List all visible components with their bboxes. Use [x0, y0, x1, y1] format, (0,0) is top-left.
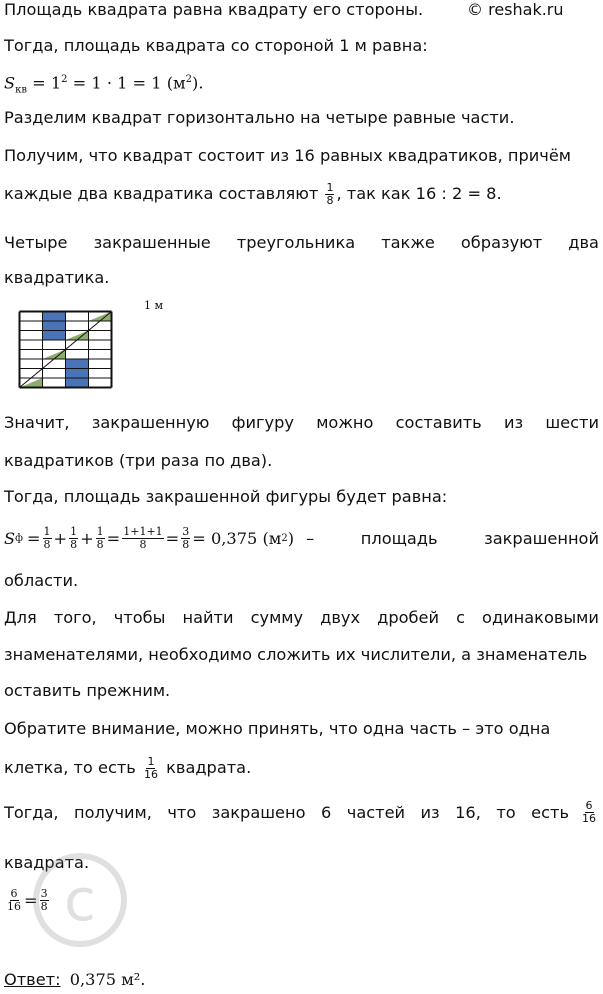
- word: найти: [182, 608, 234, 627]
- fraction-denominator: 8: [40, 900, 48, 913]
- fraction-numerator: 6: [10, 887, 18, 900]
- fraction-one-eighth: [69, 526, 78, 551]
- word: образуют: [460, 233, 543, 252]
- word: Для: [4, 608, 37, 627]
- text-part: квадрата.: [166, 758, 252, 777]
- fraction-one-eighth: [325, 182, 334, 207]
- word: два: [568, 233, 599, 252]
- shaded-cell: [43, 331, 66, 341]
- text-line-18: [4, 756, 251, 781]
- word: то: [496, 802, 516, 822]
- word: из: [420, 802, 440, 822]
- formula-shaded-area: [4, 526, 599, 551]
- fraction-one-eighth: [43, 526, 52, 551]
- text-line-9: [4, 413, 599, 432]
- text-line-2: Тогда, площадь квадрата со стороной 1 м равна:: [4, 36, 428, 55]
- word: треугольника: [236, 233, 356, 252]
- fraction-numerator: 1: [43, 525, 51, 538]
- fraction-sum: [122, 526, 163, 551]
- word: также: [381, 233, 435, 252]
- word: двух: [320, 608, 361, 627]
- fraction-denominator: 16: [582, 812, 596, 825]
- figure-side-label: 1 м: [144, 299, 164, 312]
- fraction-denominator: 8: [139, 538, 147, 551]
- word: Тогда,: [4, 802, 59, 822]
- word: закрашенные: [93, 233, 211, 252]
- grid-figure: [18, 310, 113, 390]
- text-line-8: квадратика.: [4, 268, 110, 287]
- word: сумму: [250, 608, 304, 627]
- text-part: , так как 16 : 2 = 8.: [336, 184, 502, 203]
- word: Четыре: [4, 233, 68, 252]
- formula-operator: +: [80, 528, 94, 548]
- fraction-one-eighth: [96, 526, 105, 551]
- shaded-triangle: [43, 350, 66, 360]
- shaded-cell: [66, 378, 89, 388]
- word: закрашено: [211, 802, 306, 822]
- formula-operator: +: [53, 528, 68, 548]
- site-watermark: © reshak.ru: [467, 0, 564, 19]
- formula-part: = 1: [26, 73, 62, 93]
- answer-line: [4, 970, 145, 990]
- text-line-1: Площадь квадрата равна квадрату его стороны.: [4, 0, 424, 19]
- text-tail: [306, 529, 599, 549]
- formula-superscript: 2: [185, 74, 192, 85]
- word: из: [503, 413, 524, 432]
- word: шести: [545, 413, 599, 432]
- reshak-watermark-icon: [20, 780, 170, 960]
- formula-operator: =: [24, 890, 38, 910]
- formula-superscript: 2: [281, 532, 288, 544]
- word: фигуру: [231, 413, 294, 432]
- text-line-17: Обратите внимание, можно принять, что одна часть – это одна: [4, 719, 551, 738]
- shaded-triangle: [89, 312, 112, 322]
- formula-square-area: [4, 70, 203, 101]
- shaded-triangle: [66, 331, 89, 341]
- text-part: каждые два квадратика составляют: [4, 184, 319, 203]
- text-line-4: Разделим квадрат горизонтально на четыре равные части.: [4, 108, 515, 127]
- word: есть: [531, 802, 569, 822]
- fraction-denominator: 8: [326, 194, 334, 207]
- fraction-denominator: 16: [143, 768, 158, 781]
- text-line-11: Тогда, площадь закрашенной фигуры будет равна:: [4, 487, 448, 506]
- fraction-denominator: 8: [182, 538, 190, 551]
- fraction-numerator: 3: [40, 887, 48, 900]
- formula-operator: =: [106, 528, 121, 548]
- formula-subscript: ф: [15, 532, 23, 544]
- formula-superscript: 2: [61, 74, 68, 85]
- fraction-three-eighths: [181, 526, 190, 551]
- formula-part: ): [287, 528, 295, 548]
- fraction-denominator: 8: [43, 538, 51, 551]
- fraction-denominator: 8: [96, 538, 104, 551]
- fraction-numerator: 1+1+1: [123, 525, 163, 538]
- word: 16,: [455, 802, 481, 822]
- fraction-numerator: 1: [70, 525, 78, 538]
- word: Значит,: [4, 413, 70, 432]
- word: того,: [53, 608, 97, 627]
- fraction-denominator: 16: [7, 900, 21, 913]
- shaded-cell: [43, 321, 66, 331]
- fraction-numerator: 1: [326, 181, 334, 194]
- shaded-cell: [66, 359, 89, 369]
- text-line-16: оставить прежним.: [4, 681, 171, 700]
- fraction-numerator: 3: [182, 525, 190, 538]
- word: чтобы: [113, 608, 166, 627]
- fraction-denominator: 8: [70, 538, 78, 551]
- formula-subscript: кв: [15, 84, 27, 96]
- word: –: [306, 528, 315, 548]
- formula-operator: =: [26, 528, 41, 548]
- formula-symbol: S: [4, 528, 16, 548]
- word: площадь: [360, 528, 438, 548]
- word: одинаковыми: [482, 608, 599, 627]
- word: составить: [395, 413, 482, 432]
- text-line-13: области.: [4, 571, 79, 590]
- fraction-numerator: 1: [96, 525, 104, 538]
- fraction-six-sixteenths: [581, 800, 597, 825]
- word: получим,: [74, 802, 152, 822]
- word: дробей: [377, 608, 439, 627]
- word: закрашенную: [91, 413, 210, 432]
- shaded-cell: [43, 312, 66, 322]
- text-line-6: [4, 182, 502, 207]
- text-line-14: [4, 608, 599, 627]
- svg-text:c: c: [64, 866, 96, 934]
- text-line-7: [4, 233, 599, 252]
- word: с: [456, 608, 465, 627]
- fraction-numerator: 1: [147, 755, 155, 768]
- fraction-numerator: 6: [585, 799, 593, 812]
- formula-part: ).: [192, 73, 204, 93]
- word: закрашенной: [484, 528, 599, 548]
- text-line-10: квадратиков (три раза по два).: [4, 451, 273, 470]
- text-line-5: Получим, что квадрат состоит из 16 равных квадратиков, причём: [4, 146, 572, 165]
- text-part: клетка, то есть: [4, 758, 136, 777]
- answer-label: Ответ:: [4, 970, 61, 989]
- shaded-cell: [66, 369, 89, 379]
- word: 6: [320, 802, 332, 822]
- word: частей: [346, 802, 406, 822]
- formula-operator: =: [165, 528, 180, 548]
- text-line-15: знаменателями, необходимо сложить их числители, а знаменатель: [4, 645, 588, 664]
- answer-value: 0,375 м².: [69, 970, 146, 989]
- word: можно: [316, 413, 374, 432]
- word: что: [167, 802, 197, 822]
- formula-part: = 0,375 (м: [192, 528, 282, 548]
- formula-symbol: S: [4, 73, 16, 93]
- formula-part: = 1 · 1 = 1 (м: [67, 73, 186, 93]
- fraction-one-sixteenth: [143, 756, 159, 781]
- shaded-triangle: [20, 378, 43, 388]
- text-line-20: квадрата.: [4, 853, 90, 872]
